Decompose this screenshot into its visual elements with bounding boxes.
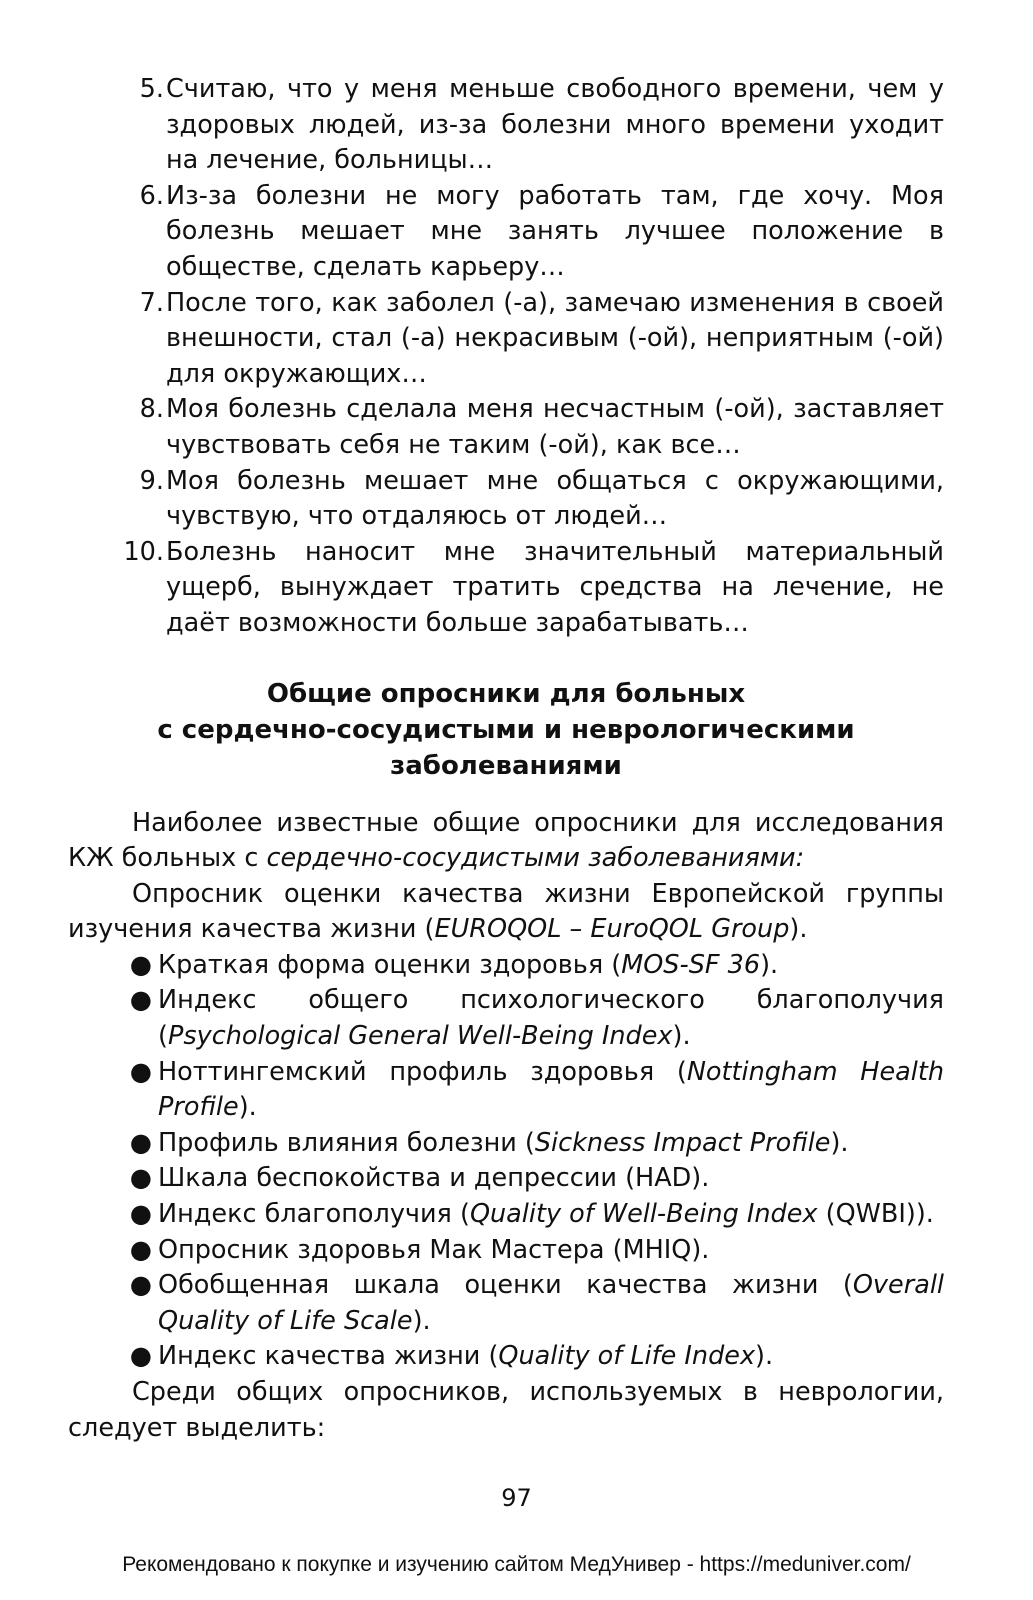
list-item: [68, 535, 944, 642]
item-text: Моя болезнь сделала меня несчастным (-ой), заставляет чувствовать себя не таким (-ой), как все…: [166, 394, 944, 460]
bullet-text: ).: [412, 1305, 431, 1336]
closing-paragraph: Среди общих опросников, используемых в неврологии, следует выделить:: [68, 1377, 944, 1443]
bullet-icon: ●: [129, 949, 152, 980]
heading-line: Общие опросники для больных: [266, 678, 746, 709]
bullet-text: Опросник здоровья Мак Мастера (MHIQ).: [158, 1234, 710, 1265]
list-item: [68, 286, 944, 393]
paragraph-italic: EUROQOL – EuroQOL Group: [434, 914, 790, 945]
intro-paragraph: [68, 877, 944, 948]
bullet-text: ).: [755, 1341, 774, 1372]
bullet-item: [68, 1339, 944, 1375]
bullet-icon: ●: [129, 1163, 152, 1194]
list-item: [68, 392, 944, 463]
section-heading: [68, 676, 944, 784]
bullet-text: Индекс качества жизни (: [158, 1341, 499, 1372]
bullet-italic: Sickness Impact Profile: [534, 1127, 831, 1158]
intro-paragraph: [68, 806, 944, 877]
paragraph-text: ).: [789, 914, 808, 945]
bullet-item: [68, 983, 944, 1054]
page-number: 97: [501, 1484, 532, 1512]
item-number: 10.: [123, 536, 164, 567]
bullet-icon: ●: [129, 1199, 152, 1230]
bullet-italic: Overall Quality of Life Scale: [158, 1270, 944, 1336]
bullet-text: Индекс общего психологического благополучия (: [158, 985, 944, 1052]
bullet-icon: ●: [129, 1270, 152, 1301]
bullet-italic: Quality of Well-Being Index: [469, 1199, 818, 1230]
bullet-item: [68, 1233, 944, 1269]
heading-line: с сердечно-сосудистыми и неврологическими: [157, 714, 855, 745]
bullet-text: Ноттингемский профиль здоровья (: [158, 1056, 687, 1087]
paragraph-italic: сердечно-сосудистыми заболеваниями:: [266, 843, 805, 874]
bullet-icon: ●: [129, 1056, 152, 1087]
bullet-text: Краткая форма оценки здоровья (: [158, 949, 622, 980]
bullet-italic: Psychological General Well-Being Index: [167, 1021, 673, 1052]
footer-text: Рекомендовано к покупке и изучению сайтом МедУнивер - https://meduniver.com/: [122, 1553, 911, 1576]
bullet-item: [68, 1055, 944, 1126]
bullet-text: Шкала беспокойства и депрессии (HAD).: [158, 1163, 710, 1194]
bullet-text: Обобщенная шкала оценки качества жизни (: [158, 1270, 853, 1301]
item-number: 5.: [139, 74, 164, 104]
bullet-icon: ●: [129, 985, 152, 1016]
bullet-italic: Quality of Life Index: [498, 1341, 756, 1372]
bullet-italic: Nottingham Health Profile: [158, 1056, 944, 1123]
item-number: 7.: [139, 287, 164, 318]
bullet-text: Профиль влияния болезни (: [158, 1127, 535, 1158]
bullet-icon: ●: [129, 1127, 152, 1158]
bullet-item: [68, 1268, 944, 1339]
bullet-text: ).: [672, 1021, 691, 1052]
bullet-item: [68, 1197, 944, 1233]
bullet-item: [68, 1126, 944, 1162]
bullet-text: ).: [760, 949, 779, 980]
bullet-item: [68, 948, 944, 984]
bullet-italic: MOS-SF 36: [621, 949, 761, 980]
item-text: Болезнь наносит мне значительный материальный ущерб, вынуждает тратить средства на лечение, не даёт возможности больше зарабатывать…: [166, 536, 944, 638]
bullet-list: [68, 948, 944, 1375]
list-item: [68, 179, 944, 286]
list-item: [68, 464, 944, 535]
bullet-icon: ●: [129, 1234, 152, 1265]
item-number: 8.: [139, 394, 164, 425]
bullet-text: Индекс благополучия (: [158, 1199, 470, 1230]
numbered-list: [68, 72, 944, 642]
item-text: Из-за болезни не могу работать там, где хочу. Моя болезнь мешает мне занять лучшее положение в обществе, сделать карьеру…: [166, 180, 944, 282]
page-content: [68, 72, 944, 1446]
paragraph-text: Опросник оценки качества жизни Европейской группы изучения качества жизни (: [68, 878, 944, 945]
bullet-text: (QWBI)).: [817, 1199, 934, 1230]
item-number: 6.: [139, 180, 164, 211]
heading-line: заболеваниями: [390, 750, 622, 781]
paragraph-text: Наиболее известные общие опросники для исследования КЖ больных с: [68, 807, 944, 874]
bullet-item: [68, 1161, 944, 1197]
item-text: Моя болезнь мешает мне общаться с окружающими, чувствую, что отдаляюсь от людей…: [166, 465, 944, 532]
list-item: [68, 72, 944, 179]
item-number: 9.: [139, 465, 164, 496]
item-text: Считаю, что у меня меньше свободного времени, чем у здоровых людей, из-за болезни много времени уходит на лечение, больницы…: [166, 74, 944, 176]
bullet-text: ).: [830, 1127, 849, 1158]
bullet-text: ).: [238, 1092, 257, 1123]
item-text: После того, как заболел (-а), замечаю изменения в своей внешности, стал (-а) некрасивым (-ой), неприятным (-ой) для окружающих…: [166, 287, 944, 389]
bullet-icon: ●: [129, 1341, 152, 1372]
